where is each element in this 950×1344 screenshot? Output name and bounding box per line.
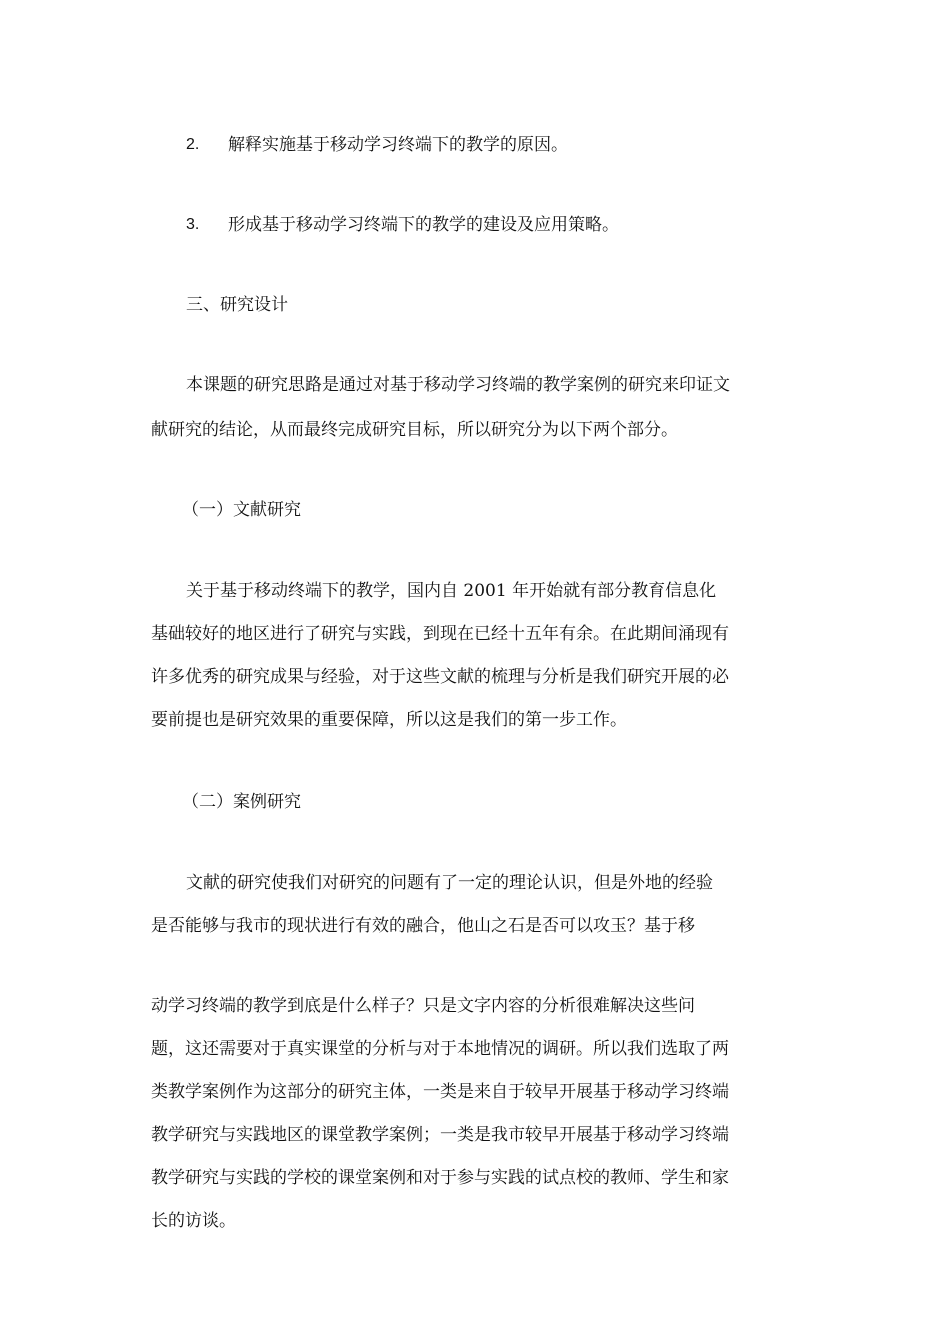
- section-heading-research-design: 三、研究设计: [186, 295, 288, 315]
- sub1-line-2: 基础较好的地区进行了研究与实践，到现在已经十五年有余。在此期间涌现有: [151, 624, 729, 644]
- sub1-line-3: 许多优秀的研究成果与经验，对于这些文献的梳理与分析是我们研究开展的必: [151, 667, 729, 687]
- list-number-2: 2.: [186, 136, 200, 153]
- sub1-line-4: 要前提也是研究效果的重要保障，所以这是我们的第一步工作。: [151, 710, 627, 730]
- list-number-3: 3.: [186, 216, 200, 233]
- list-item-2-text: 解释实施基于移动学习终端下的教学的原因。: [228, 135, 568, 155]
- sub1-line-1: 关于基于移动终端下的教学，国内自 2001 年开始就有部分教育信息化: [186, 581, 717, 601]
- sub2-line-3: 动学习终端的教学到底是什么样子？只是文字内容的分析很难解决这些问: [151, 996, 695, 1016]
- sub2-line-1: 文献的研究使我们对研究的问题有了一定的理论认识，但是外地的经验: [186, 873, 713, 893]
- sub2-line-6: 教学研究与实践地区的课堂教学案例；一类是我市较早开展基于移动学习终端: [151, 1125, 729, 1145]
- list-item-3-text: 形成基于移动学习终端下的教学的建设及应用策略。: [228, 215, 619, 235]
- sub2-line-7: 教学研究与实践的学校的课堂案例和对于参与实践的试点校的教师、学生和家: [151, 1168, 729, 1188]
- sub2-line-2: 是否能够与我市的现状进行有效的融合，他山之石是否可以攻玉？基于移: [151, 916, 695, 936]
- sub2-line-8: 长的访谈。: [151, 1211, 236, 1231]
- subsection-heading-literature: （一）文献研究: [182, 500, 301, 520]
- sub2-line-5: 类教学案例作为这部分的研究主体，一类是来自于较早开展基于移动学习终端: [151, 1082, 729, 1102]
- intro-line-2: 献研究的结论，从而最终完成研究目标，所以研究分为以下两个部分。: [151, 420, 678, 440]
- subsection-heading-case-study: （二）案例研究: [182, 792, 301, 812]
- intro-line-1: 本课题的研究思路是通过对基于移动学习终端的教学案例的研究来印证文: [186, 375, 730, 395]
- sub2-line-4: 题，这还需要对于真实课堂的分析与对于本地情况的调研。所以我们选取了两: [151, 1039, 729, 1059]
